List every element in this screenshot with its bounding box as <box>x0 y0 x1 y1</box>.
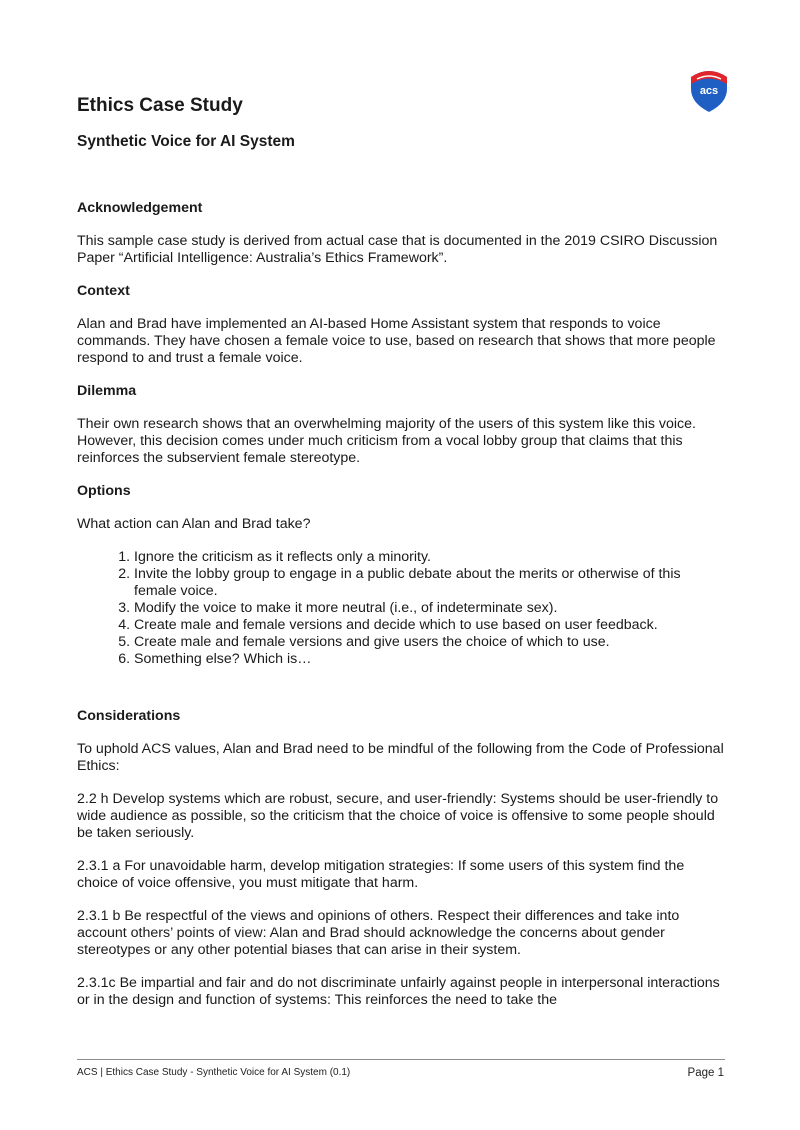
list-item: 1. Ignore the criticism as it reflects only a minority. <box>134 549 725 566</box>
options-list <box>77 549 725 668</box>
considerations-intro: To uphold ACS values, Alan and Brad need to be mindful of the following from the Code of Professional Ethics: <box>77 741 724 774</box>
document-body <box>77 200 725 1009</box>
context-heading: Context <box>77 283 130 299</box>
list-item: 4. Create male and female versions and decide which to use based on user feedback. <box>134 617 725 634</box>
document-title: Ethics Case Study <box>77 95 243 116</box>
dilemma-text: Their own research shows that an overwhelming majority of the users of this system like this voice. However, this decision comes under much criticism from a vocal lobby group that claims that this reinforces the subservient female stereotype. <box>77 416 696 466</box>
consideration-item: 2.2 h Develop systems which are robust, secure, and user-friendly: Systems should be user-friendly to wide audience as possible, so the criticism that the choice of voice is offensive to some people should be taken seriously. <box>77 791 719 841</box>
list-item: 2. Invite the lobby group to engage in a public debate about the merits or otherwise of this female voice. <box>134 566 725 600</box>
list-item: 6. Something else? Which is… <box>134 651 725 668</box>
footer-document-label: ACS | Ethics Case Study - Synthetic Voice for AI System (0.1) <box>77 1067 351 1078</box>
acknowledgement-text: This sample case study is derived from actual case that is documented in the 2019 CSIRO Discussion Paper “Artificial Intelligence: Australia’s Ethics Framework”. <box>77 233 718 266</box>
list-item: 3. Modify the voice to make it more neutral (i.e., of indeterminate sex). <box>134 600 725 617</box>
list-item: 5. Create male and female versions and give users the choice of which to use. <box>134 634 725 651</box>
consideration-item: 2.3.1 a For unavoidable harm, develop mitigation strategies: If some users of this system find the choice of voice offensive, you must mitigate that harm. <box>77 858 685 891</box>
acs-logo <box>688 67 730 113</box>
logo-text: acs <box>699 85 719 97</box>
considerations-heading: Considerations <box>77 708 181 724</box>
consideration-item: 2.3.1c Be impartial and fair and do not discriminate unfairly against people in interpersonal interactions or in the design and function of systems: This reinforces the need to take the <box>77 975 720 1008</box>
footer-divider <box>77 1059 725 1060</box>
options-heading: Options <box>77 483 131 499</box>
dilemma-heading: Dilemma <box>77 383 137 399</box>
page-number: Page 1 <box>687 1067 724 1079</box>
document-subtitle: Synthetic Voice for AI System <box>77 133 295 150</box>
options-question: What action can Alan and Brad take? <box>77 516 311 532</box>
acknowledgement-heading: Acknowledgement <box>77 200 203 216</box>
context-text: Alan and Brad have implemented an AI-based Home Assistant system that responds to voice commands. They have chosen a female voice to use, based on research that shows that more people respond to and trust a female voice. <box>77 316 716 366</box>
consideration-item: 2.3.1 b Be respectful of the views and opinions of others. Respect their differences and take into account others’ points of view: Alan and Brad should acknowledge the concerns about gender stereotypes or any other potential biases that can arise in their system. <box>77 908 680 958</box>
